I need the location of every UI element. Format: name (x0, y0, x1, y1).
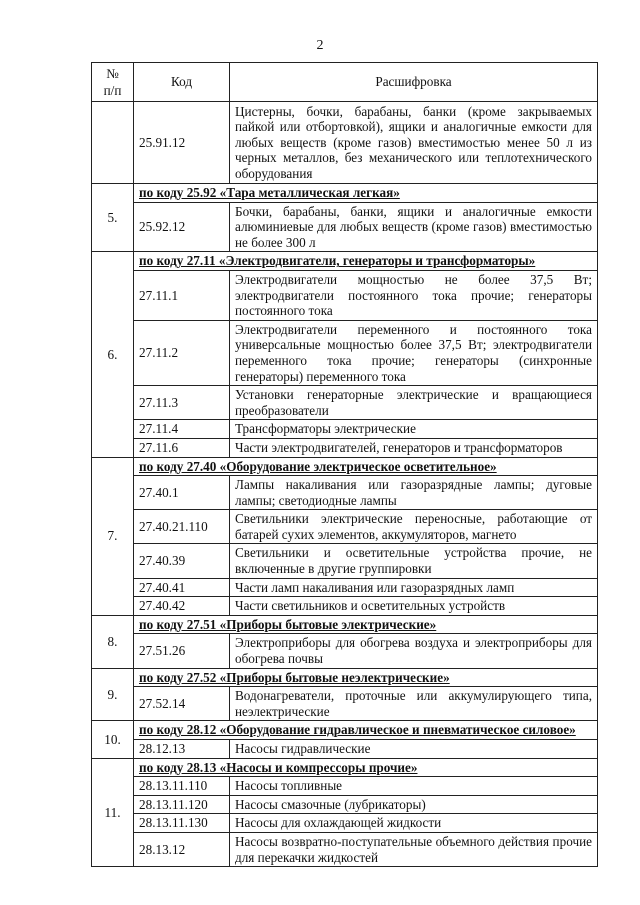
description-cell: Части светильников и осветительных устройств (230, 597, 598, 616)
description-cell: Водонагреватели, проточные или аккумулирующего типа, неэлектрические (230, 687, 598, 721)
section-row (92, 758, 598, 777)
code-cell: 27.11.2 (134, 320, 230, 385)
section-row (92, 721, 598, 740)
table-row (92, 386, 598, 420)
table-row (92, 597, 598, 616)
description-cell: Насосы топливные (230, 777, 598, 796)
description-cell: Трансформаторы электрические (230, 420, 598, 439)
code-cell: 28.13.12 (134, 832, 230, 866)
table-row (92, 544, 598, 578)
row-number: 10. (92, 721, 134, 758)
section-row (92, 184, 598, 203)
code-cell: 27.52.14 (134, 687, 230, 721)
code-cell: 27.11.6 (134, 438, 230, 457)
description-cell: Электроприборы для обогрева воздуха и электроприборы для обогрева почвы (230, 634, 598, 668)
row-number: 7. (92, 457, 134, 615)
header-code: Код (134, 63, 230, 102)
code-cell: 27.11.3 (134, 386, 230, 420)
code-cell: 25.91.12 (134, 102, 230, 184)
code-cell: 27.40.21.110 (134, 510, 230, 544)
section-title: по коду 27.51 «Приборы бытовые электрические» (134, 615, 598, 634)
code-cell: 28.12.13 (134, 740, 230, 759)
row-number: 11. (92, 758, 134, 867)
row-number: 9. (92, 668, 134, 721)
section-title: по коду 28.12 «Оборудование гидравлическое и пневматическое силовое» (134, 721, 598, 740)
description-cell: Насосы смазочные (лубрикаторы) (230, 795, 598, 814)
table-row (92, 740, 598, 759)
table-row (92, 202, 598, 252)
code-cell: 27.51.26 (134, 634, 230, 668)
table-row (92, 320, 598, 385)
table-row (92, 510, 598, 544)
table-row (92, 795, 598, 814)
code-cell: 27.40.1 (134, 476, 230, 510)
table-row (92, 634, 598, 668)
description-cell: Светильники электрические переносные, работающие от батарей сухих элементов, аккумуляторов, магнето (230, 510, 598, 544)
code-cell: 27.11.1 (134, 270, 230, 320)
section-title: по коду 28.13 «Насосы и компрессоры прочие» (134, 758, 598, 777)
row-number: 5. (92, 184, 134, 252)
section-row (92, 668, 598, 687)
description-cell: Цистерны, бочки, барабаны, банки (кроме закрываемых пайкой или отбортовкой), ящики и аналогичные емкости для любых веществ (кроме газов) вместимостью менее 50 л из черных металлов, без механического или теплотехнического оборудования (230, 102, 598, 184)
code-cell: 25.92.12 (134, 202, 230, 252)
description-cell: Насосы возвратно-поступательные объемного действия прочие для перекачки жидкостей (230, 832, 598, 866)
description-cell: Части электродвигателей, генераторов и трансформаторов (230, 438, 598, 457)
table-header-row (92, 63, 598, 102)
table-row (92, 814, 598, 833)
table-row (92, 270, 598, 320)
section-row (92, 252, 598, 271)
header-number-line1: № (106, 66, 119, 81)
code-cell: 27.40.39 (134, 544, 230, 578)
code-cell: 28.13.11.110 (134, 777, 230, 796)
table-row (92, 476, 598, 510)
section-title: по коду 27.11 «Электродвигатели, генераторы и трансформаторы» (134, 252, 598, 271)
code-cell: 28.13.11.120 (134, 795, 230, 814)
table-row (92, 687, 598, 721)
codes-table (91, 62, 598, 867)
page-number: 2 (316, 38, 324, 53)
header-number-line2: п/п (103, 83, 122, 98)
section-title: по коду 27.52 «Приборы бытовые неэлектрические» (134, 668, 598, 687)
section-title: по коду 27.40 «Оборудование электрическое осветительное» (134, 457, 598, 476)
section-title: по коду 25.92 «Тара металлическая легкая» (134, 184, 598, 203)
table-row (92, 777, 598, 796)
row-number-cell (92, 102, 134, 184)
description-cell: Части ламп накаливания или газоразрядных ламп (230, 578, 598, 597)
row-number: 6. (92, 252, 134, 457)
table-row (92, 578, 598, 597)
section-row (92, 457, 598, 476)
description-cell: Лампы накаливания или газоразрядные лампы; дуговые лампы; светодиодные лампы (230, 476, 598, 510)
code-cell: 27.40.41 (134, 578, 230, 597)
description-cell: Насосы гидравлические (230, 740, 598, 759)
description-cell: Насосы для охлаждающей жидкости (230, 814, 598, 833)
description-cell: Светильники и осветительные устройства прочие, не включенные в другие группировки (230, 544, 598, 578)
description-cell: Установки генераторные электрические и вращающиеся преобразователи (230, 386, 598, 420)
table-row (92, 420, 598, 439)
description-cell: Бочки, барабаны, банки, ящики и аналогичные емкости алюминиевые для любых веществ (кроме газов) вместимостью не более 300 л (230, 202, 598, 252)
code-cell: 27.40.42 (134, 597, 230, 616)
header-number (92, 63, 134, 102)
code-cell: 28.13.11.130 (134, 814, 230, 833)
table-row (92, 832, 598, 866)
row-number: 8. (92, 615, 134, 668)
section-row (92, 615, 598, 634)
code-cell: 27.11.4 (134, 420, 230, 439)
table-row (92, 102, 598, 184)
header-description: Расшифровка (230, 63, 598, 102)
description-cell: Электродвигатели мощностью не более 37,5 Вт; электродвигатели постоянного тока прочие; генераторы постоянного тока (230, 270, 598, 320)
description-cell: Электродвигатели переменного и постоянного тока универсальные мощностью более 37,5 Вт; электродвигатели переменного тока прочие; генераторы (синхронные генераторы) переменного тока (230, 320, 598, 385)
table-row (92, 438, 598, 457)
